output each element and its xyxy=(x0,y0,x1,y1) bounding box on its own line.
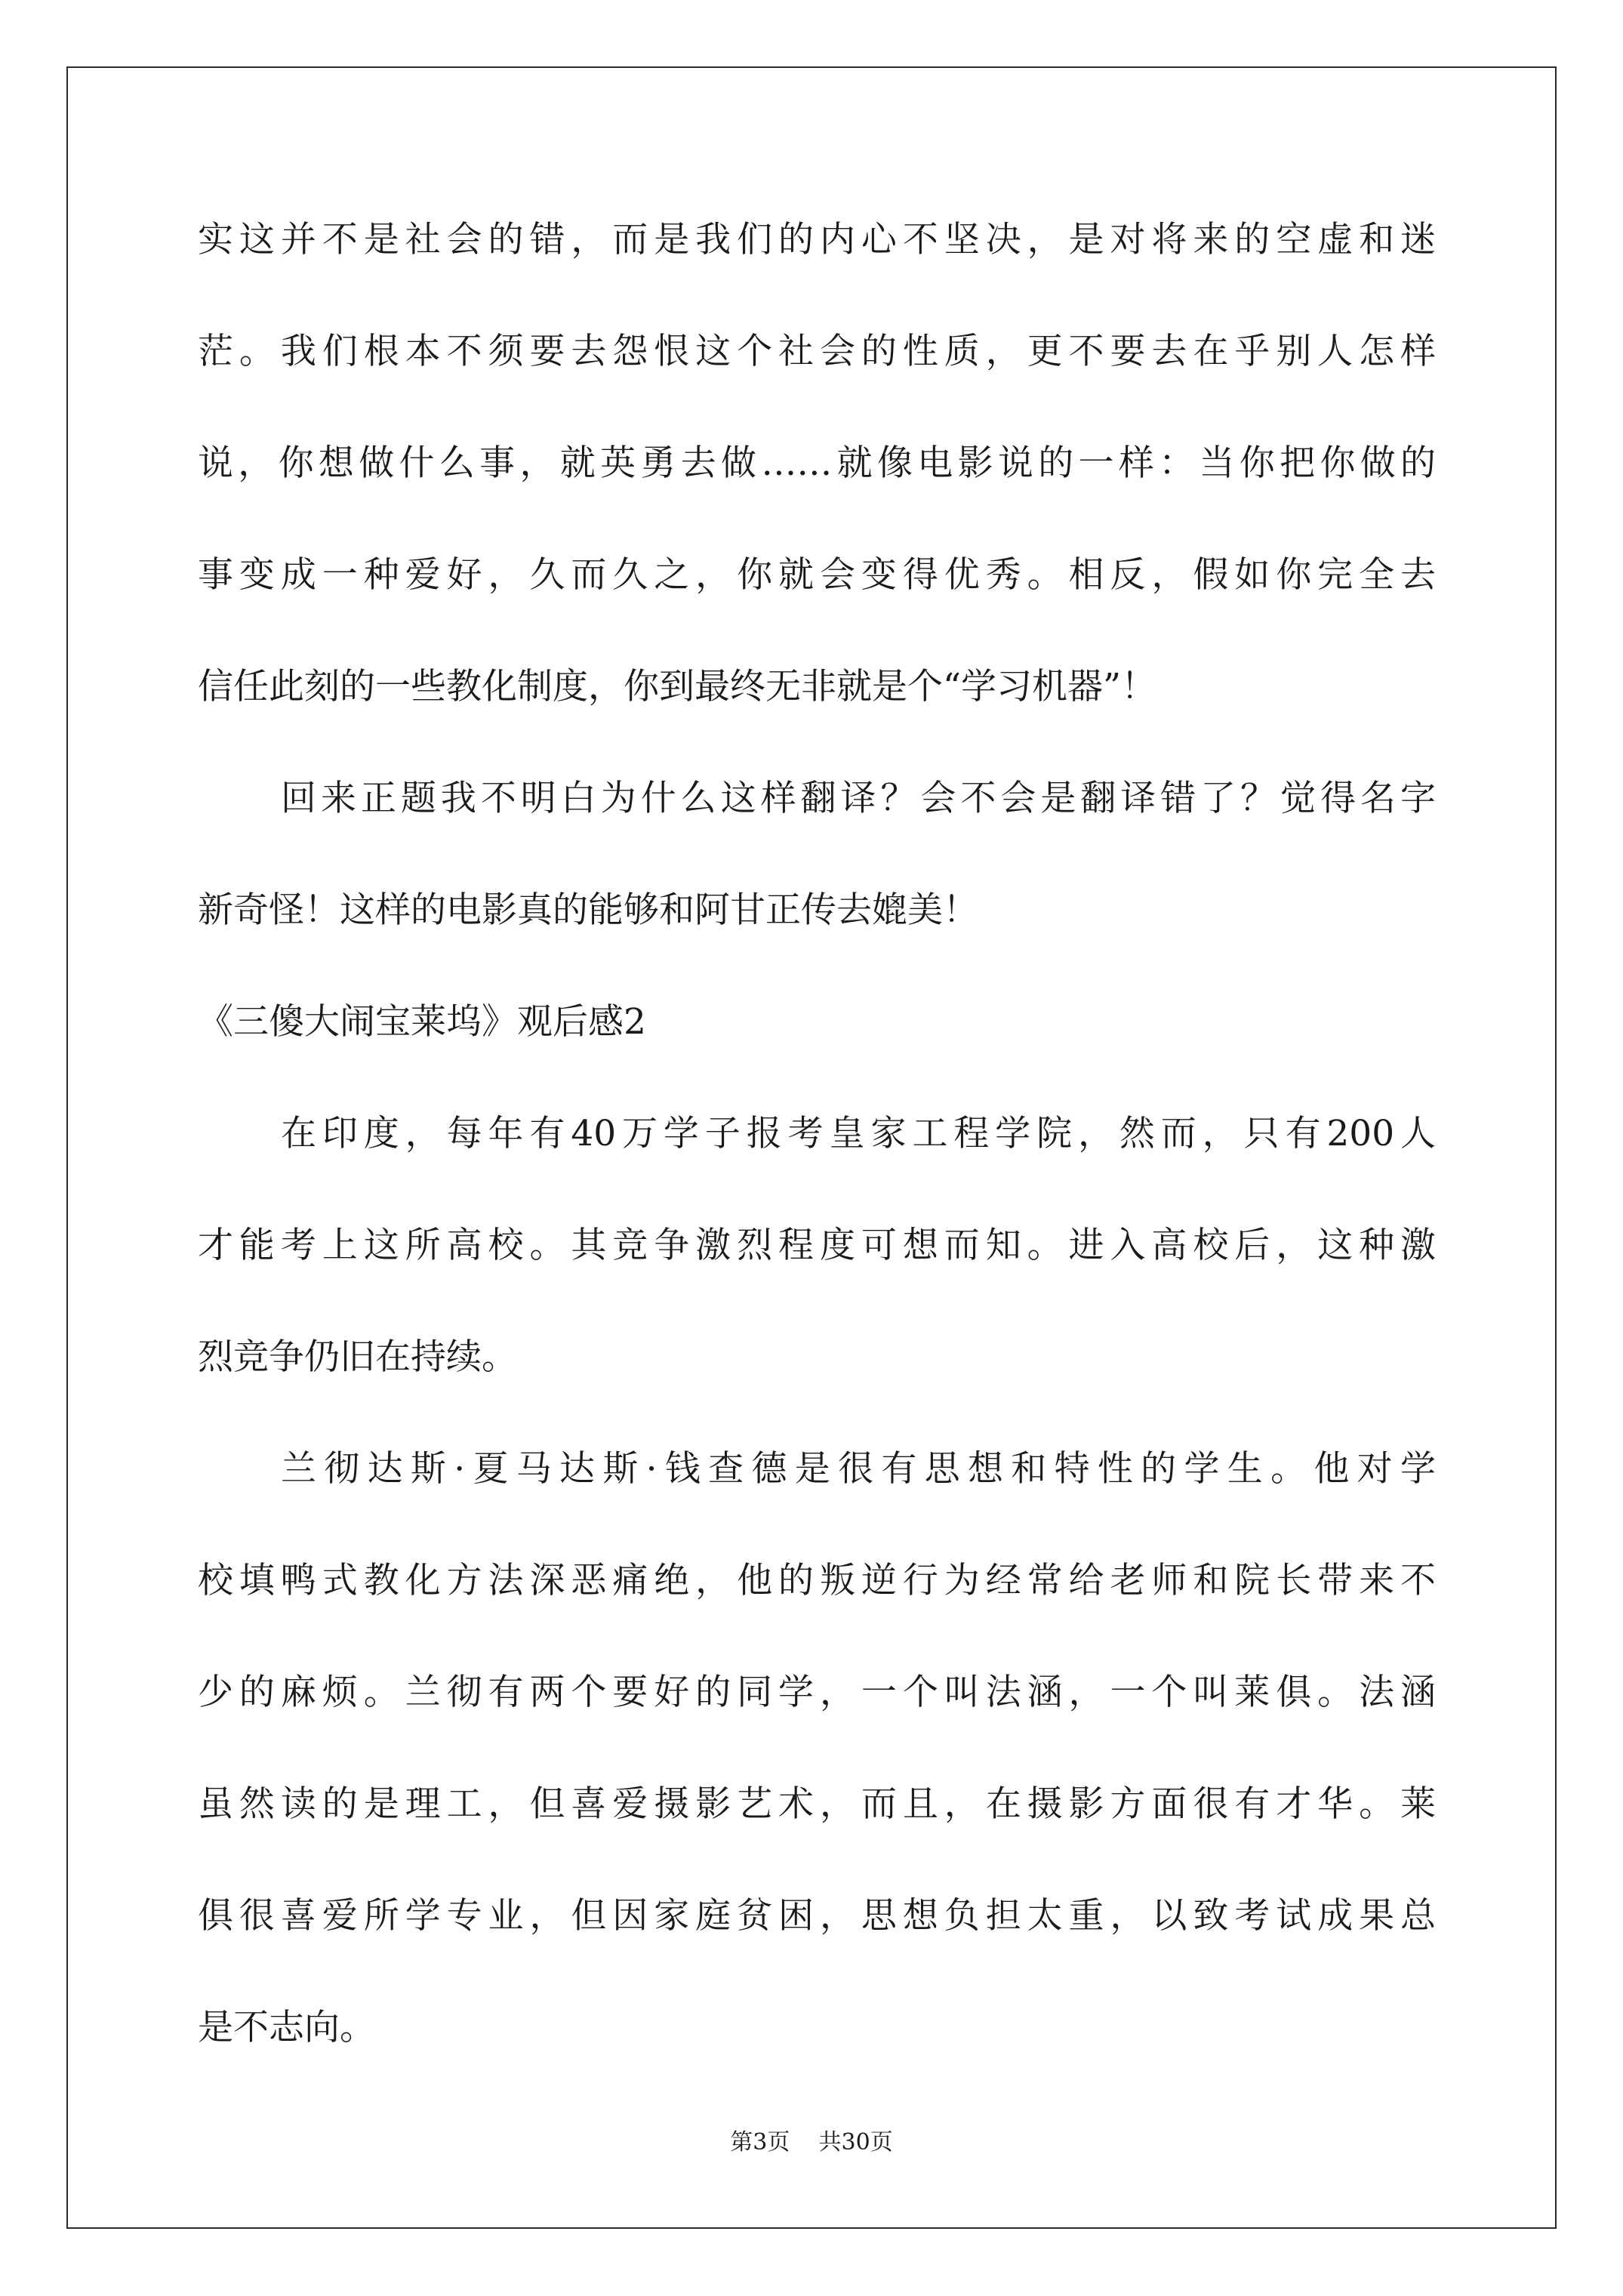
text-line: 虽然读的是理工，但喜爱摄影艺术，而且，在摄影方面很有才华。莱 xyxy=(198,1783,1436,1825)
text-line: 才能考上这所高校。其竞争激烈程度可想而知。进入高校后，这种激 xyxy=(198,1225,1436,1266)
text-line: 新奇怪！这样的电影真的能够和阿甘正传去媲美！ xyxy=(198,889,978,931)
page-number-footer: 第3页 共30页 xyxy=(730,2129,893,2156)
text-line: 烈竞争仍旧在持续。 xyxy=(198,1336,517,1378)
text-line: 信任此刻的一些教化制度，你到最终无非就是个“学习机器”！ xyxy=(198,666,1157,707)
text-line: 少的麻烦。兰彻有两个要好的同学，一个叫法涵，一个叫莱俱。法涵 xyxy=(198,1672,1436,1713)
paragraph-first-line: 兰彻达斯·夏马达斯·钱查德是很有思想和特性的学生。他对学 xyxy=(281,1448,1436,1490)
text-line: 事变成一种爱好，久而久之，你就会变得优秀。相反，假如你完全去 xyxy=(198,554,1436,596)
section-heading: 《三傻大闹宝莱坞》观后感2 xyxy=(198,1001,646,1043)
paragraph-first-line: 回来正题我不明白为什么这样翻译？会不会是翻译错了？觉得名字 xyxy=(281,778,1436,819)
text-line: 实这并不是社会的错，而是我们的内心不坚决，是对将来的空虚和迷 xyxy=(198,219,1436,260)
text-line: 茫。我们根本不须要去怨恨这个社会的性质，更不要去在乎别人怎样 xyxy=(198,331,1436,372)
text-line: 校填鸭式教化方法深恶痛绝，他的叛逆行为经常给老师和院长带来不 xyxy=(198,1560,1436,1601)
paragraph-first-line: 在印度，每年有40万学子报考皇家工程学院，然而，只有200人 xyxy=(281,1113,1436,1154)
text-line: 说，你想做什么事，就英勇去做……就像电影说的一样：当你把你做的 xyxy=(198,442,1436,484)
text-line: 俱很喜爱所学专业，但因家庭贫困，思想负担太重，以致考试成果总 xyxy=(198,1895,1436,1937)
text-line: 是不志向。 xyxy=(198,2007,375,2048)
